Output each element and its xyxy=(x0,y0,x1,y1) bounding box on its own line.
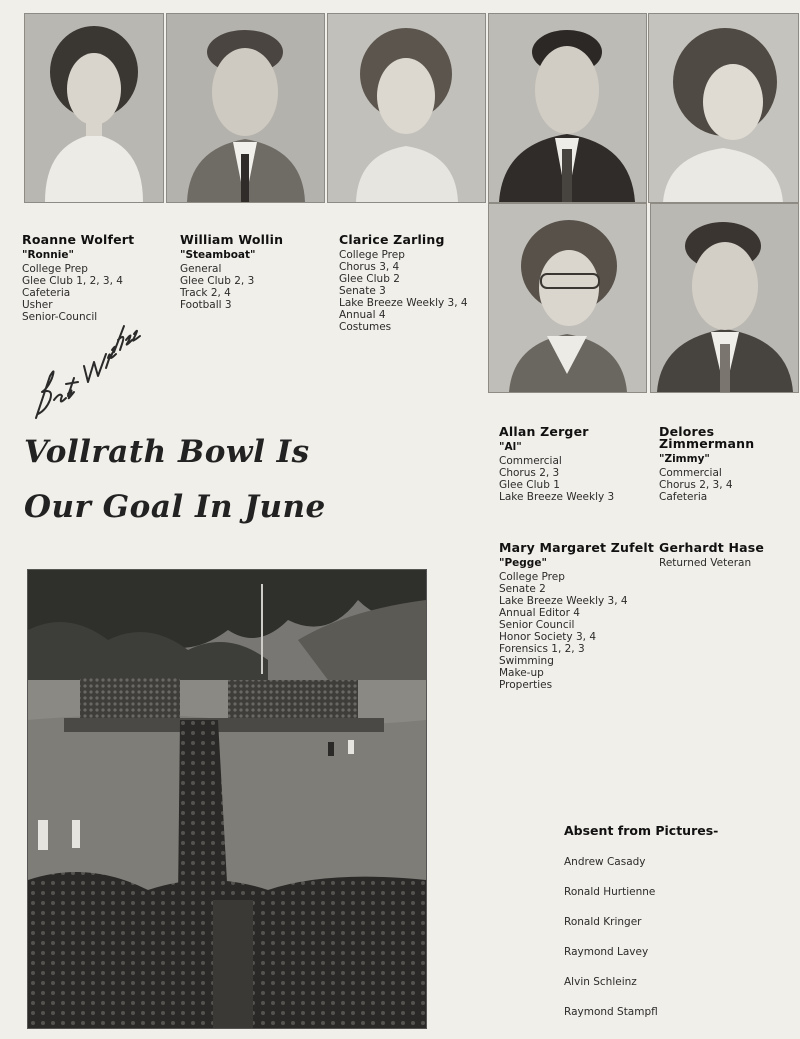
activity: Glee Club 2 xyxy=(339,273,400,285)
activity: Senior-Council xyxy=(22,311,98,323)
senior-entry-allan-zerger xyxy=(499,426,614,503)
activity: Lake Breeze Weekly 3, 4 xyxy=(339,297,468,309)
activity: Chorus 2, 3, 4 xyxy=(659,479,733,491)
activity: Commercial xyxy=(499,455,562,467)
activity: College Prep xyxy=(22,263,88,275)
senior-entry-gerhardt-hase xyxy=(659,542,764,569)
activity: Annual Editor 4 xyxy=(499,607,580,619)
headline-line-1: Vollrath Bowl Is xyxy=(24,434,310,470)
senior-name: Roanne Wolfert xyxy=(22,232,135,247)
senior-name: Clarice Zarling xyxy=(339,232,445,247)
activity: College Prep xyxy=(499,571,565,583)
absent-from-pictures xyxy=(564,823,718,1036)
activity: Chorus 2, 3 xyxy=(499,467,560,479)
portrait-allan-zerger xyxy=(488,13,647,203)
graduation-ceremony-photo xyxy=(27,569,427,1029)
portrait-delores-zimmermann xyxy=(648,13,799,203)
senior-name: William Wollin xyxy=(180,232,284,247)
senior-name: Allan Zerger xyxy=(499,424,589,439)
activity: Glee Club 1, 2, 3, 4 xyxy=(22,275,123,287)
activity: Honor Society 3, 4 xyxy=(499,631,596,643)
senior-name: Mary Margaret Zufelt xyxy=(499,540,655,555)
activity: College Prep xyxy=(339,249,405,261)
activity: Commercial xyxy=(659,467,722,479)
senior-nickname: "Zimmy" xyxy=(659,453,710,465)
activity: Senior Council xyxy=(499,619,575,631)
activity: Make-up xyxy=(499,667,544,679)
portrait-william-wollin xyxy=(166,13,325,203)
activity: General xyxy=(180,263,222,275)
activity: Usher xyxy=(22,299,53,311)
senior-nickname: "Pegge" xyxy=(499,557,547,569)
senior-nickname: "Steamboat" xyxy=(180,249,256,261)
headline-line-2: Our Goal In June xyxy=(24,489,326,525)
portrait-mary-margaret-zufelt xyxy=(488,203,647,393)
senior-name: Delores Zimmermann xyxy=(659,424,755,451)
activity: Senate 3 xyxy=(339,285,386,297)
activity: Costumes xyxy=(339,321,392,333)
senior-nickname: "Al" xyxy=(499,441,522,453)
activity: Cafeteria xyxy=(659,491,708,503)
activity: Cafeteria xyxy=(22,287,71,299)
activity: Glee Club 1 xyxy=(499,479,560,491)
senior-entry-william-wollin xyxy=(180,234,283,311)
absent-name: Alvin Schleinz xyxy=(564,976,637,988)
portrait-roanne-wolfert xyxy=(24,13,164,203)
absent-name: Raymond Lavey xyxy=(564,946,649,958)
activity: Lake Breeze Weekly 3, 4 xyxy=(499,595,628,607)
senior-entry-mary-margaret-zufelt xyxy=(499,542,654,691)
activity: Glee Club 2, 3 xyxy=(180,275,255,287)
handwritten-signature xyxy=(28,296,148,426)
senior-entry-delores-zimmermann xyxy=(659,426,800,503)
activity: Chorus 3, 4 xyxy=(339,261,400,273)
activity: Annual 4 xyxy=(339,309,386,321)
activity: Swimming xyxy=(499,655,554,667)
activity: Forensics 1, 2, 3 xyxy=(499,643,585,655)
senior-nickname: "Ronnie" xyxy=(22,249,74,261)
portrait-gerhardt-hase xyxy=(650,203,799,393)
absent-name: Andrew Casady xyxy=(564,856,646,868)
absent-title: Absent from Pictures- xyxy=(564,823,719,838)
absent-name: Ronald Hurtienne xyxy=(564,886,656,898)
absent-name: Raymond Stampfl xyxy=(564,1006,658,1018)
activity: Properties xyxy=(499,679,553,691)
portrait-clarice-zarling xyxy=(327,13,486,203)
absent-name: Ronald Kringer xyxy=(564,916,642,928)
senior-entry-clarice-zarling xyxy=(339,234,468,333)
activity: Returned Veteran xyxy=(659,557,752,569)
activity: Football 3 xyxy=(180,299,232,311)
senior-name: Gerhardt Hase xyxy=(659,540,765,555)
activity: Lake Breeze Weekly 3 xyxy=(499,491,615,503)
activity: Track 2, 4 xyxy=(180,287,231,299)
activity: Senate 2 xyxy=(499,583,546,595)
